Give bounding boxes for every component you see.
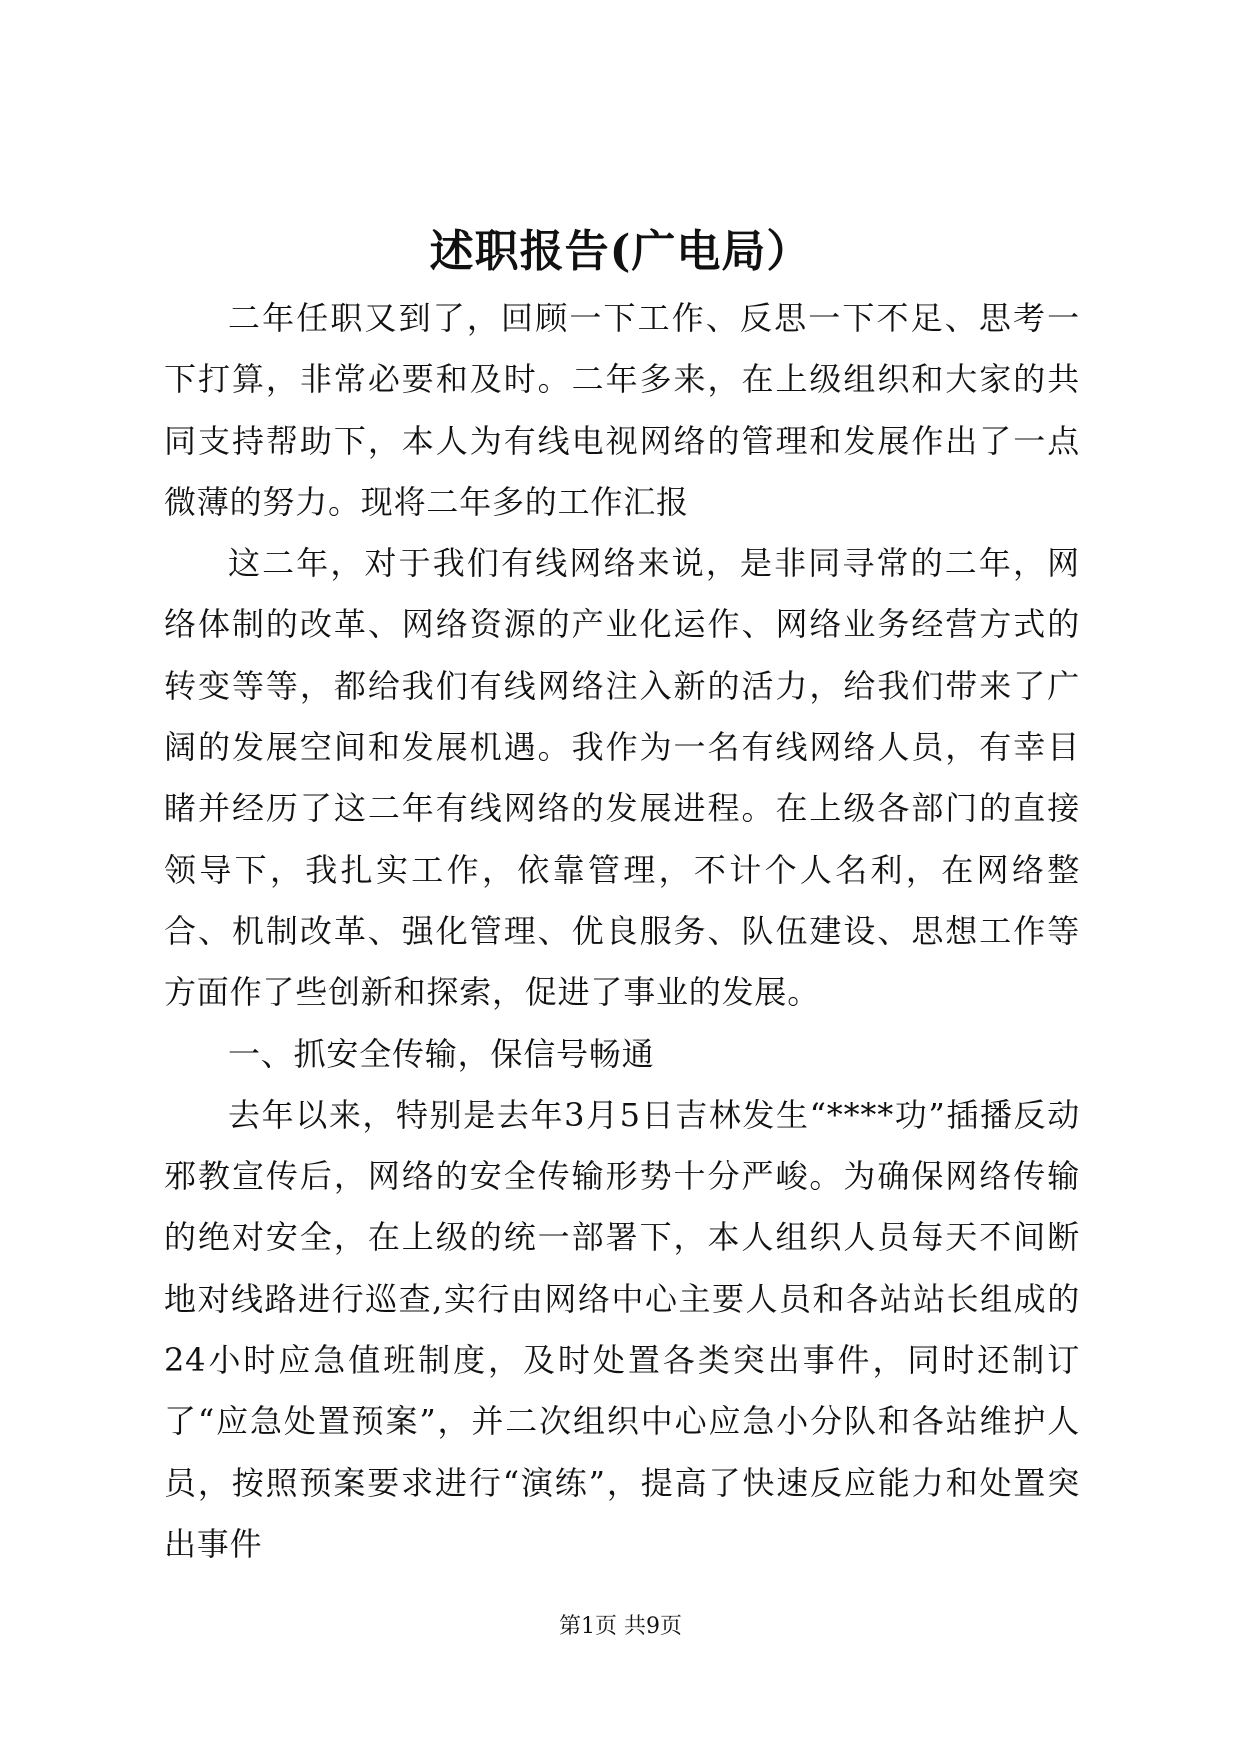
page-footer: 第1页 共9页 xyxy=(559,1614,682,1639)
section-heading-1: 一、抓安全传输，保信号畅通 xyxy=(228,1034,655,1073)
paragraph-intro: 二年任职又到了，回顾一下工作、反思一下不足、思考一下打算，非常必要和及时。二年多来，在上级组织和大家的共同支持帮助下，本人为有线电视网络的管理和发展作出了一点微薄的努力。现将二年多的工作汇报 xyxy=(164,299,1080,521)
document-body xyxy=(164,288,1080,1575)
paragraph-background: 这二年，对于我们有线网络来说，是非同寻常的二年，网络体制的改革、网络资源的产业化运作、网络业务经营方式的转变等等，都给我们有线网络注入新的活力，给我们带来了广阔的发展空间和发展机遇。我作为一名有线网络人员，有幸目睹并经历了这二年有线网络的发展进程。在上级各部门的直接领导下，我扎实工作，依靠管理，不计个人名利，在网络整合、机制改革、强化管理、优良服务、队伍建设、思想工作等方面作了些创新和探索，促进了事业的发展。 xyxy=(164,544,1080,1012)
document-title: 述职报告(广电局） xyxy=(429,226,812,277)
paragraph-security: 去年以来，特别是去年3月5日吉林发生“****功”插播反动邪教宣传后，网络的安全传输形势十分严峻。为确保网络传输的绝对安全，在上级的统一部署下，本人组织人员每天不间断地对线路进行巡查,实行由网络中心主要人员和各站站长组成的24小时应急值班制度，及时处置各类突出事件，同时还制订了“应急处置预案”，并二次组织中心应急小分队和各站维护人员，按照预案要求进行“演练”，提高了快速反应能力和处置突出事件 xyxy=(164,1095,1080,1563)
